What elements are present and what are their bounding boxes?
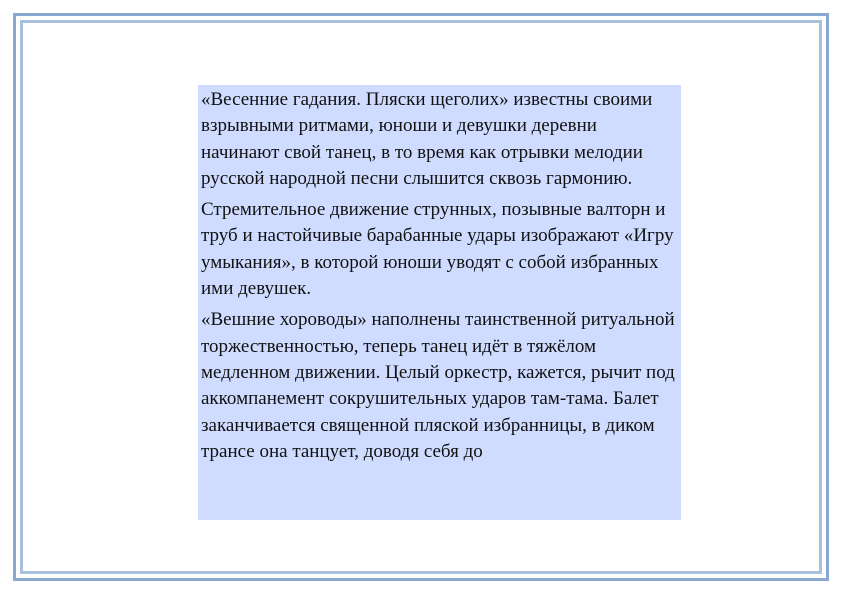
paragraph-2: Стремительное движение струнных, позывные валторн и труб и настойчивые барабанные удары изображают «Игру умыкания», в которой юноши уводят с собой избранных ими девушек. (201, 199, 674, 300)
highlighted-text-block (198, 85, 681, 520)
paragraph-1: «Весенние гадания. Пляски щеголих» известны своими взрывными ритмами, юноши и девушки деревни начинают свой танец, в то время как отрывки мелодии русской народной песни слышится сквозь гармонию. (201, 89, 653, 189)
paragraph-3: «Вешние хороводы» наполнены таинственной ритуальной торжественностью, теперь танец идёт в тяжёлом медленном движении. Целый оркестр, кажется, рычит под аккомпанемент сокрушительных ударов там-тама. Балет заканчивается священной пляской избранницы, в диком трансе она танцует, доводя себя до (201, 309, 675, 462)
